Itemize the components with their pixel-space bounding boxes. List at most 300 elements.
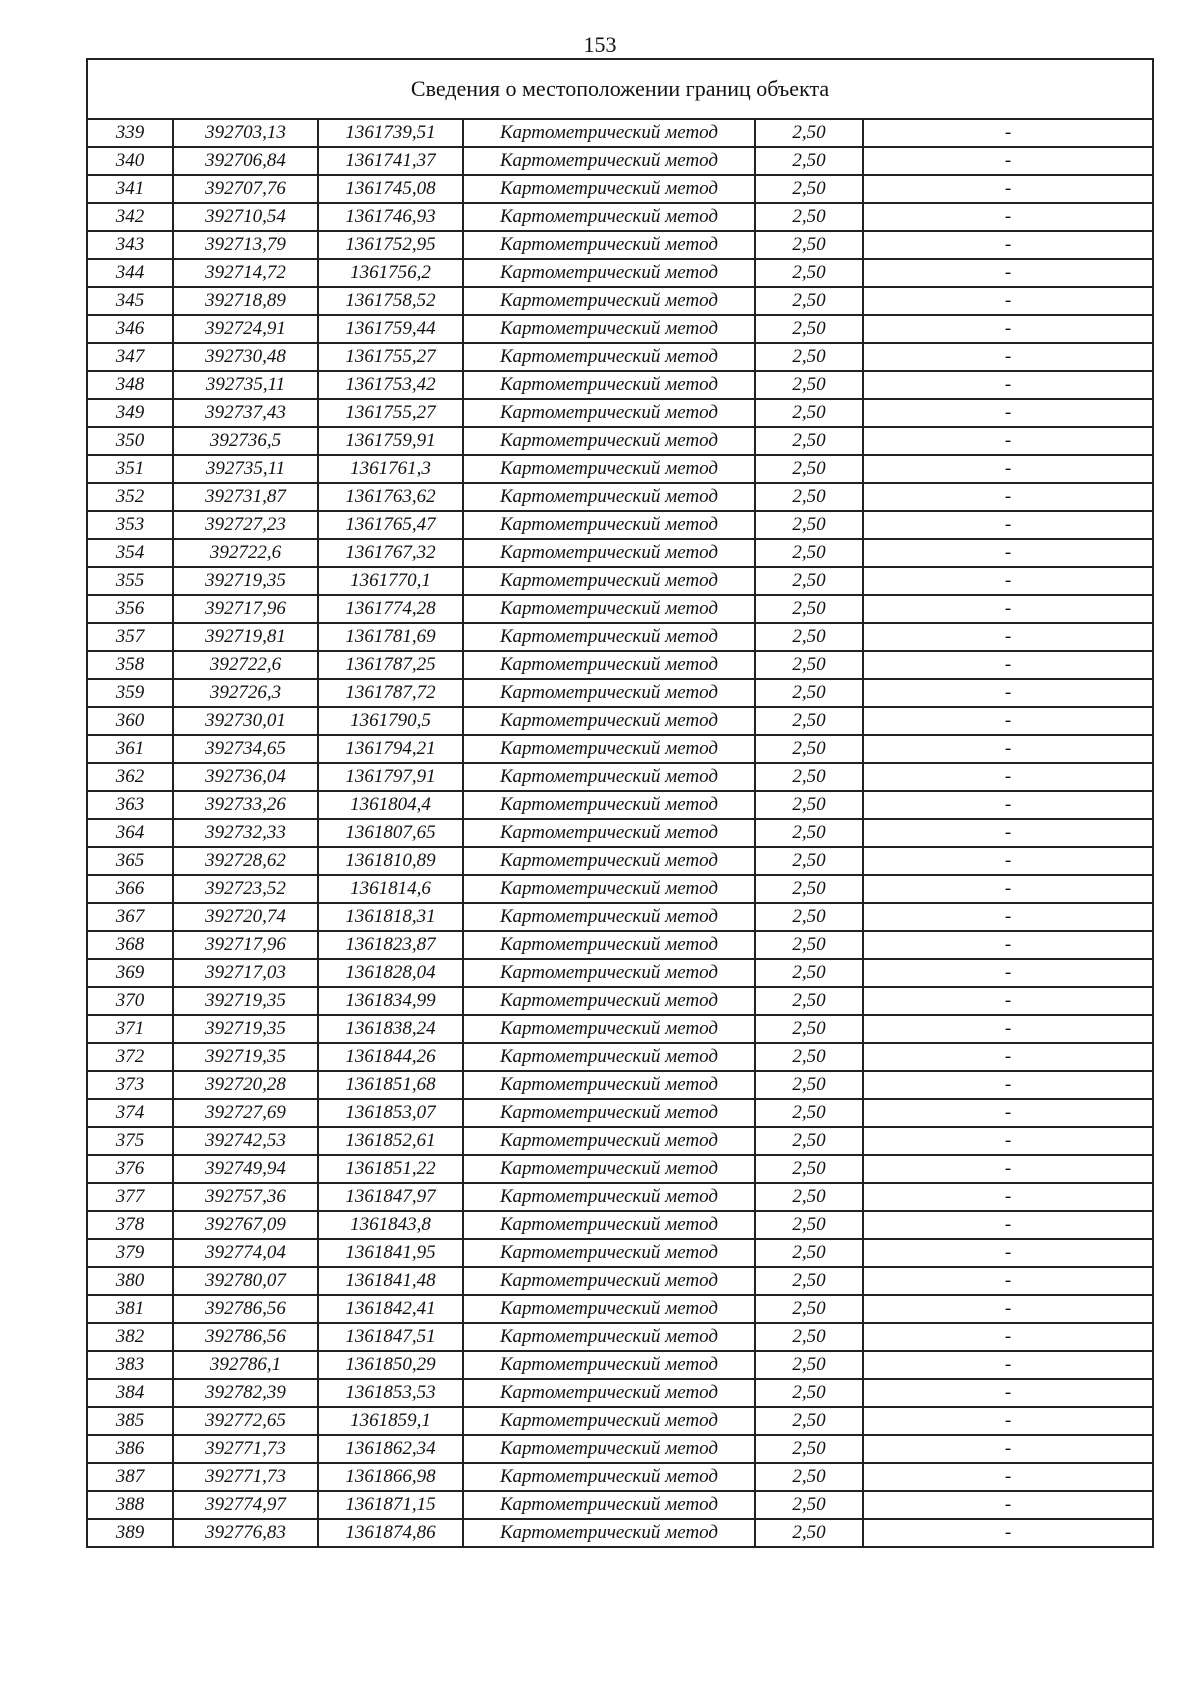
description-cell: - bbox=[863, 819, 1153, 847]
accuracy-cell: 2,50 bbox=[755, 1463, 863, 1491]
x-coordinate-cell: 392767,09 bbox=[173, 1211, 318, 1239]
point-number-cell: 381 bbox=[87, 1295, 173, 1323]
x-coordinate-cell: 392720,28 bbox=[173, 1071, 318, 1099]
method-cell: Картометрический метод bbox=[463, 1295, 755, 1323]
description-cell: - bbox=[863, 1379, 1153, 1407]
x-coordinate-cell: 392719,35 bbox=[173, 987, 318, 1015]
description-cell: - bbox=[863, 1015, 1153, 1043]
accuracy-cell: 2,50 bbox=[755, 1099, 863, 1127]
y-coordinate-cell: 1361851,68 bbox=[318, 1071, 463, 1099]
point-number-cell: 344 bbox=[87, 259, 173, 287]
accuracy-cell: 2,50 bbox=[755, 595, 863, 623]
accuracy-cell: 2,50 bbox=[755, 735, 863, 763]
table-row bbox=[87, 1043, 1153, 1071]
description-cell: - bbox=[863, 1519, 1153, 1547]
x-coordinate-cell: 392719,35 bbox=[173, 1043, 318, 1071]
method-cell: Картометрический метод bbox=[463, 203, 755, 231]
point-number-cell: 356 bbox=[87, 595, 173, 623]
method-cell: Картометрический метод bbox=[463, 455, 755, 483]
point-number-cell: 379 bbox=[87, 1239, 173, 1267]
x-coordinate-cell: 392724,91 bbox=[173, 315, 318, 343]
table-row bbox=[87, 1491, 1153, 1519]
x-coordinate-cell: 392733,26 bbox=[173, 791, 318, 819]
accuracy-cell: 2,50 bbox=[755, 875, 863, 903]
method-cell: Картометрический метод bbox=[463, 427, 755, 455]
y-coordinate-cell: 1361843,8 bbox=[318, 1211, 463, 1239]
description-cell: - bbox=[863, 399, 1153, 427]
table-row bbox=[87, 1323, 1153, 1351]
y-coordinate-cell: 1361790,5 bbox=[318, 707, 463, 735]
accuracy-cell: 2,50 bbox=[755, 371, 863, 399]
description-cell: - bbox=[863, 623, 1153, 651]
point-number-cell: 355 bbox=[87, 567, 173, 595]
y-coordinate-cell: 1361847,51 bbox=[318, 1323, 463, 1351]
table-row bbox=[87, 763, 1153, 791]
table-row bbox=[87, 1127, 1153, 1155]
method-cell: Картометрический метод bbox=[463, 903, 755, 931]
x-coordinate-cell: 392717,96 bbox=[173, 595, 318, 623]
y-coordinate-cell: 1361807,65 bbox=[318, 819, 463, 847]
accuracy-cell: 2,50 bbox=[755, 791, 863, 819]
table-row bbox=[87, 1239, 1153, 1267]
accuracy-cell: 2,50 bbox=[755, 1295, 863, 1323]
accuracy-cell: 2,50 bbox=[755, 343, 863, 371]
point-number-cell: 387 bbox=[87, 1463, 173, 1491]
accuracy-cell: 2,50 bbox=[755, 1491, 863, 1519]
accuracy-cell: 2,50 bbox=[755, 511, 863, 539]
y-coordinate-cell: 1361851,22 bbox=[318, 1155, 463, 1183]
description-cell: - bbox=[863, 707, 1153, 735]
accuracy-cell: 2,50 bbox=[755, 231, 863, 259]
point-number-cell: 367 bbox=[87, 903, 173, 931]
method-cell: Картометрический метод bbox=[463, 1127, 755, 1155]
accuracy-cell: 2,50 bbox=[755, 455, 863, 483]
description-cell: - bbox=[863, 343, 1153, 371]
table-row bbox=[87, 735, 1153, 763]
table-row bbox=[87, 1267, 1153, 1295]
x-coordinate-cell: 392771,73 bbox=[173, 1435, 318, 1463]
table-row bbox=[87, 931, 1153, 959]
method-cell: Картометрический метод bbox=[463, 371, 755, 399]
y-coordinate-cell: 1361804,4 bbox=[318, 791, 463, 819]
y-coordinate-cell: 1361787,72 bbox=[318, 679, 463, 707]
table-row bbox=[87, 231, 1153, 259]
accuracy-cell: 2,50 bbox=[755, 1127, 863, 1155]
accuracy-cell: 2,50 bbox=[755, 539, 863, 567]
table-row bbox=[87, 483, 1153, 511]
x-coordinate-cell: 392720,74 bbox=[173, 903, 318, 931]
accuracy-cell: 2,50 bbox=[755, 651, 863, 679]
method-cell: Картометрический метод bbox=[463, 1071, 755, 1099]
point-number-cell: 378 bbox=[87, 1211, 173, 1239]
table-row bbox=[87, 399, 1153, 427]
description-cell: - bbox=[863, 1099, 1153, 1127]
point-number-cell: 386 bbox=[87, 1435, 173, 1463]
table-row bbox=[87, 287, 1153, 315]
description-cell: - bbox=[863, 1351, 1153, 1379]
description-cell: - bbox=[863, 735, 1153, 763]
table-row bbox=[87, 539, 1153, 567]
accuracy-cell: 2,50 bbox=[755, 1435, 863, 1463]
point-number-cell: 351 bbox=[87, 455, 173, 483]
description-cell: - bbox=[863, 1155, 1153, 1183]
point-number-cell: 372 bbox=[87, 1043, 173, 1071]
point-number-cell: 341 bbox=[87, 175, 173, 203]
method-cell: Картометрический метод bbox=[463, 343, 755, 371]
description-cell: - bbox=[863, 679, 1153, 707]
description-cell: - bbox=[863, 1435, 1153, 1463]
description-cell: - bbox=[863, 119, 1153, 147]
method-cell: Картометрический метод bbox=[463, 1211, 755, 1239]
description-cell: - bbox=[863, 567, 1153, 595]
x-coordinate-cell: 392719,81 bbox=[173, 623, 318, 651]
accuracy-cell: 2,50 bbox=[755, 987, 863, 1015]
table-row bbox=[87, 903, 1153, 931]
x-coordinate-cell: 392713,79 bbox=[173, 231, 318, 259]
y-coordinate-cell: 1361745,08 bbox=[318, 175, 463, 203]
x-coordinate-cell: 392707,76 bbox=[173, 175, 318, 203]
x-coordinate-cell: 392714,72 bbox=[173, 259, 318, 287]
point-number-cell: 354 bbox=[87, 539, 173, 567]
y-coordinate-cell: 1361852,61 bbox=[318, 1127, 463, 1155]
y-coordinate-cell: 1361834,99 bbox=[318, 987, 463, 1015]
y-coordinate-cell: 1361841,48 bbox=[318, 1267, 463, 1295]
accuracy-cell: 2,50 bbox=[755, 1071, 863, 1099]
x-coordinate-cell: 392718,89 bbox=[173, 287, 318, 315]
method-cell: Картометрический метод bbox=[463, 147, 755, 175]
description-cell: - bbox=[863, 175, 1153, 203]
accuracy-cell: 2,50 bbox=[755, 931, 863, 959]
x-coordinate-cell: 392776,83 bbox=[173, 1519, 318, 1547]
table-row bbox=[87, 455, 1153, 483]
accuracy-cell: 2,50 bbox=[755, 1407, 863, 1435]
y-coordinate-cell: 1361847,97 bbox=[318, 1183, 463, 1211]
description-cell: - bbox=[863, 203, 1153, 231]
x-coordinate-cell: 392722,6 bbox=[173, 651, 318, 679]
description-cell: - bbox=[863, 483, 1153, 511]
x-coordinate-cell: 392727,69 bbox=[173, 1099, 318, 1127]
table-row bbox=[87, 371, 1153, 399]
y-coordinate-cell: 1361752,95 bbox=[318, 231, 463, 259]
method-cell: Картометрический метод bbox=[463, 875, 755, 903]
description-cell: - bbox=[863, 1267, 1153, 1295]
x-coordinate-cell: 392757,36 bbox=[173, 1183, 318, 1211]
description-cell: - bbox=[863, 1323, 1153, 1351]
table-row bbox=[87, 259, 1153, 287]
method-cell: Картометрический метод bbox=[463, 567, 755, 595]
y-coordinate-cell: 1361774,28 bbox=[318, 595, 463, 623]
x-coordinate-cell: 392736,5 bbox=[173, 427, 318, 455]
accuracy-cell: 2,50 bbox=[755, 1183, 863, 1211]
method-cell: Картометрический метод bbox=[463, 679, 755, 707]
method-cell: Картометрический метод bbox=[463, 987, 755, 1015]
table-row bbox=[87, 679, 1153, 707]
method-cell: Картометрический метод bbox=[463, 1043, 755, 1071]
table-row bbox=[87, 875, 1153, 903]
method-cell: Картометрический метод bbox=[463, 735, 755, 763]
x-coordinate-cell: 392723,52 bbox=[173, 875, 318, 903]
accuracy-cell: 2,50 bbox=[755, 623, 863, 651]
x-coordinate-cell: 392717,03 bbox=[173, 959, 318, 987]
x-coordinate-cell: 392786,1 bbox=[173, 1351, 318, 1379]
point-number-cell: 373 bbox=[87, 1071, 173, 1099]
point-number-cell: 384 bbox=[87, 1379, 173, 1407]
x-coordinate-cell: 392728,62 bbox=[173, 847, 318, 875]
y-coordinate-cell: 1361850,29 bbox=[318, 1351, 463, 1379]
page-number: 153 bbox=[583, 32, 617, 57]
accuracy-cell: 2,50 bbox=[755, 763, 863, 791]
y-coordinate-cell: 1361787,25 bbox=[318, 651, 463, 679]
boundary-table bbox=[86, 58, 1154, 1548]
point-number-cell: 340 bbox=[87, 147, 173, 175]
table-row bbox=[87, 427, 1153, 455]
y-coordinate-cell: 1361755,27 bbox=[318, 399, 463, 427]
x-coordinate-cell: 392730,01 bbox=[173, 707, 318, 735]
point-number-cell: 342 bbox=[87, 203, 173, 231]
method-cell: Картометрический метод bbox=[463, 119, 755, 147]
point-number-cell: 343 bbox=[87, 231, 173, 259]
accuracy-cell: 2,50 bbox=[755, 1379, 863, 1407]
method-cell: Картометрический метод bbox=[463, 707, 755, 735]
y-coordinate-cell: 1361765,47 bbox=[318, 511, 463, 539]
table-title-row bbox=[87, 59, 1153, 119]
accuracy-cell: 2,50 bbox=[755, 819, 863, 847]
y-coordinate-cell: 1361759,91 bbox=[318, 427, 463, 455]
method-cell: Картометрический метод bbox=[463, 1463, 755, 1491]
point-number-cell: 352 bbox=[87, 483, 173, 511]
method-cell: Картометрический метод bbox=[463, 483, 755, 511]
table-row bbox=[87, 1379, 1153, 1407]
description-cell: - bbox=[863, 147, 1153, 175]
point-number-cell: 382 bbox=[87, 1323, 173, 1351]
point-number-cell: 363 bbox=[87, 791, 173, 819]
x-coordinate-cell: 392735,11 bbox=[173, 455, 318, 483]
method-cell: Картометрический метод bbox=[463, 1099, 755, 1127]
table-row bbox=[87, 1099, 1153, 1127]
point-number-cell: 388 bbox=[87, 1491, 173, 1519]
accuracy-cell: 2,50 bbox=[755, 203, 863, 231]
x-coordinate-cell: 392734,65 bbox=[173, 735, 318, 763]
x-coordinate-cell: 392774,97 bbox=[173, 1491, 318, 1519]
accuracy-cell: 2,50 bbox=[755, 1155, 863, 1183]
method-cell: Картометрический метод bbox=[463, 287, 755, 315]
method-cell: Картометрический метод bbox=[463, 1239, 755, 1267]
table-row bbox=[87, 119, 1153, 147]
description-cell: - bbox=[863, 371, 1153, 399]
description-cell: - bbox=[863, 959, 1153, 987]
table-row bbox=[87, 1155, 1153, 1183]
description-cell: - bbox=[863, 315, 1153, 343]
accuracy-cell: 2,50 bbox=[755, 847, 863, 875]
table-row bbox=[87, 847, 1153, 875]
table-row bbox=[87, 1463, 1153, 1491]
method-cell: Картометрический метод bbox=[463, 847, 755, 875]
table-row bbox=[87, 1211, 1153, 1239]
description-cell: - bbox=[863, 1043, 1153, 1071]
accuracy-cell: 2,50 bbox=[755, 259, 863, 287]
y-coordinate-cell: 1361761,3 bbox=[318, 455, 463, 483]
accuracy-cell: 2,50 bbox=[755, 427, 863, 455]
method-cell: Картометрический метод bbox=[463, 1015, 755, 1043]
description-cell: - bbox=[863, 1463, 1153, 1491]
table-row bbox=[87, 987, 1153, 1015]
point-number-cell: 339 bbox=[87, 119, 173, 147]
table-row bbox=[87, 1351, 1153, 1379]
x-coordinate-cell: 392774,04 bbox=[173, 1239, 318, 1267]
table-row bbox=[87, 623, 1153, 651]
accuracy-cell: 2,50 bbox=[755, 1211, 863, 1239]
description-cell: - bbox=[863, 1239, 1153, 1267]
accuracy-cell: 2,50 bbox=[755, 175, 863, 203]
method-cell: Картометрический метод bbox=[463, 1379, 755, 1407]
accuracy-cell: 2,50 bbox=[755, 1043, 863, 1071]
accuracy-cell: 2,50 bbox=[755, 1015, 863, 1043]
table-row bbox=[87, 819, 1153, 847]
y-coordinate-cell: 1361866,98 bbox=[318, 1463, 463, 1491]
method-cell: Картометрический метод bbox=[463, 1155, 755, 1183]
accuracy-cell: 2,50 bbox=[755, 679, 863, 707]
point-number-cell: 365 bbox=[87, 847, 173, 875]
y-coordinate-cell: 1361763,62 bbox=[318, 483, 463, 511]
method-cell: Картометрический метод bbox=[463, 791, 755, 819]
y-coordinate-cell: 1361842,41 bbox=[318, 1295, 463, 1323]
table-row bbox=[87, 595, 1153, 623]
point-number-cell: 353 bbox=[87, 511, 173, 539]
description-cell: - bbox=[863, 287, 1153, 315]
method-cell: Картометрический метод bbox=[463, 1267, 755, 1295]
x-coordinate-cell: 392737,43 bbox=[173, 399, 318, 427]
method-cell: Картометрический метод bbox=[463, 399, 755, 427]
point-number-cell: 360 bbox=[87, 707, 173, 735]
y-coordinate-cell: 1361862,34 bbox=[318, 1435, 463, 1463]
y-coordinate-cell: 1361814,6 bbox=[318, 875, 463, 903]
description-cell: - bbox=[863, 1127, 1153, 1155]
x-coordinate-cell: 392706,84 bbox=[173, 147, 318, 175]
y-coordinate-cell: 1361818,31 bbox=[318, 903, 463, 931]
description-cell: - bbox=[863, 791, 1153, 819]
description-cell: - bbox=[863, 1183, 1153, 1211]
x-coordinate-cell: 392782,39 bbox=[173, 1379, 318, 1407]
y-coordinate-cell: 1361767,32 bbox=[318, 539, 463, 567]
point-number-cell: 376 bbox=[87, 1155, 173, 1183]
description-cell: - bbox=[863, 455, 1153, 483]
y-coordinate-cell: 1361756,2 bbox=[318, 259, 463, 287]
x-coordinate-cell: 392727,23 bbox=[173, 511, 318, 539]
accuracy-cell: 2,50 bbox=[755, 1323, 863, 1351]
y-coordinate-cell: 1361794,21 bbox=[318, 735, 463, 763]
point-number-cell: 368 bbox=[87, 931, 173, 959]
description-cell: - bbox=[863, 1407, 1153, 1435]
method-cell: Картометрический метод bbox=[463, 595, 755, 623]
y-coordinate-cell: 1361823,87 bbox=[318, 931, 463, 959]
y-coordinate-cell: 1361770,1 bbox=[318, 567, 463, 595]
x-coordinate-cell: 392731,87 bbox=[173, 483, 318, 511]
method-cell: Картометрический метод bbox=[463, 651, 755, 679]
table-row bbox=[87, 791, 1153, 819]
accuracy-cell: 2,50 bbox=[755, 1267, 863, 1295]
y-coordinate-cell: 1361853,07 bbox=[318, 1099, 463, 1127]
table-row bbox=[87, 315, 1153, 343]
table-row bbox=[87, 343, 1153, 371]
table-row bbox=[87, 1295, 1153, 1323]
description-cell: - bbox=[863, 539, 1153, 567]
method-cell: Картометрический метод bbox=[463, 819, 755, 847]
table-row bbox=[87, 959, 1153, 987]
accuracy-cell: 2,50 bbox=[755, 483, 863, 511]
y-coordinate-cell: 1361758,52 bbox=[318, 287, 463, 315]
x-coordinate-cell: 392719,35 bbox=[173, 1015, 318, 1043]
y-coordinate-cell: 1361838,24 bbox=[318, 1015, 463, 1043]
y-coordinate-cell: 1361746,93 bbox=[318, 203, 463, 231]
description-cell: - bbox=[863, 1071, 1153, 1099]
y-coordinate-cell: 1361753,42 bbox=[318, 371, 463, 399]
x-coordinate-cell: 392726,3 bbox=[173, 679, 318, 707]
x-coordinate-cell: 392730,48 bbox=[173, 343, 318, 371]
point-number-cell: 361 bbox=[87, 735, 173, 763]
table-row bbox=[87, 511, 1153, 539]
description-cell: - bbox=[863, 259, 1153, 287]
table-row bbox=[87, 567, 1153, 595]
point-number-cell: 371 bbox=[87, 1015, 173, 1043]
method-cell: Картометрический метод bbox=[463, 1407, 755, 1435]
y-coordinate-cell: 1361741,37 bbox=[318, 147, 463, 175]
y-coordinate-cell: 1361871,15 bbox=[318, 1491, 463, 1519]
method-cell: Картометрический метод bbox=[463, 1491, 755, 1519]
x-coordinate-cell: 392786,56 bbox=[173, 1323, 318, 1351]
x-coordinate-cell: 392749,94 bbox=[173, 1155, 318, 1183]
method-cell: Картометрический метод bbox=[463, 1519, 755, 1547]
accuracy-cell: 2,50 bbox=[755, 707, 863, 735]
point-number-cell: 366 bbox=[87, 875, 173, 903]
method-cell: Картометрический метод bbox=[463, 763, 755, 791]
point-number-cell: 385 bbox=[87, 1407, 173, 1435]
method-cell: Картометрический метод bbox=[463, 623, 755, 651]
accuracy-cell: 2,50 bbox=[755, 315, 863, 343]
accuracy-cell: 2,50 bbox=[755, 959, 863, 987]
point-number-cell: 377 bbox=[87, 1183, 173, 1211]
y-coordinate-cell: 1361781,69 bbox=[318, 623, 463, 651]
x-coordinate-cell: 392722,6 bbox=[173, 539, 318, 567]
point-number-cell: 350 bbox=[87, 427, 173, 455]
x-coordinate-cell: 392710,54 bbox=[173, 203, 318, 231]
description-cell: - bbox=[863, 875, 1153, 903]
table-row bbox=[87, 707, 1153, 735]
y-coordinate-cell: 1361874,86 bbox=[318, 1519, 463, 1547]
point-number-cell: 370 bbox=[87, 987, 173, 1015]
description-cell: - bbox=[863, 595, 1153, 623]
y-coordinate-cell: 1361759,44 bbox=[318, 315, 463, 343]
method-cell: Картометрический метод bbox=[463, 259, 755, 287]
accuracy-cell: 2,50 bbox=[755, 1239, 863, 1267]
point-number-cell: 389 bbox=[87, 1519, 173, 1547]
description-cell: - bbox=[863, 1491, 1153, 1519]
table-row bbox=[87, 147, 1153, 175]
method-cell: Картометрический метод bbox=[463, 1435, 755, 1463]
point-number-cell: 375 bbox=[87, 1127, 173, 1155]
x-coordinate-cell: 392771,73 bbox=[173, 1463, 318, 1491]
method-cell: Картометрический метод bbox=[463, 959, 755, 987]
y-coordinate-cell: 1361755,27 bbox=[318, 343, 463, 371]
method-cell: Картометрический метод bbox=[463, 1323, 755, 1351]
method-cell: Картометрический метод bbox=[463, 1183, 755, 1211]
point-number-cell: 380 bbox=[87, 1267, 173, 1295]
description-cell: - bbox=[863, 763, 1153, 791]
y-coordinate-cell: 1361828,04 bbox=[318, 959, 463, 987]
x-coordinate-cell: 392719,35 bbox=[173, 567, 318, 595]
description-cell: - bbox=[863, 1295, 1153, 1323]
table-title: Сведения о местоположении границ объекта bbox=[87, 59, 1153, 119]
point-number-cell: 357 bbox=[87, 623, 173, 651]
